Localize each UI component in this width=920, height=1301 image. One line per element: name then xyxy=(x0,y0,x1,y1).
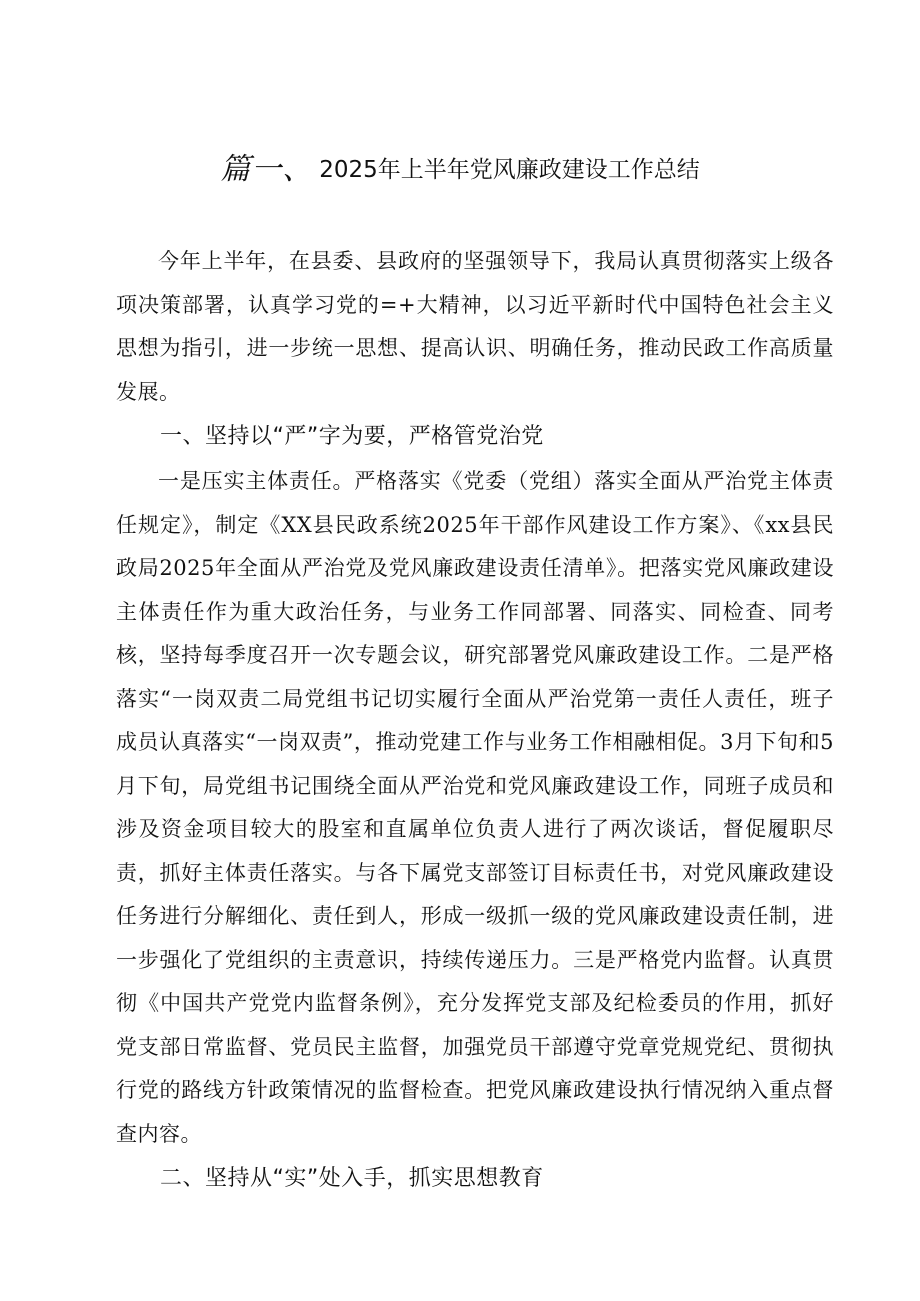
title-text: 2025年上半年党风廉政建设工作总结 xyxy=(319,157,700,183)
document-body xyxy=(116,240,834,1202)
section-heading-1: 一、坚持以“严”字为要，严格管党治党 xyxy=(160,424,544,449)
document-title xyxy=(0,150,920,190)
section-heading-2: 二、坚持从“实”处入手，抓实思想教育 xyxy=(160,1166,544,1191)
title-prefix: 篇一、 xyxy=(220,152,314,187)
intro-paragraph: 今年上半年，在县委、县政府的坚强领导下，我局认真贯彻落实上级各项决策部署，认真学习党的=+大精神，以习近平新时代中国特色社会主义思想为指引，进一步统一思想、提高认识、明确任务，推动民政工作高质量发展。 xyxy=(116,249,834,404)
section-1-paragraph: 一是压实主体责任。严格落实《党委（党组）落实全面从严治党主体责任规定》，制定《XX县民政系统2025年干部作风建设工作方案》、《xx县民政局2025年全面从严治党及党风廉政建设责任清单》。把落实党风廉政建设主体责任作为重大政治任务，与业务工作同部署、同落实、同检查、同考核，坚持每季度召开一次专题会议，研究部署党风廉政建设工作。二是严格落实“一岗双责二局党组书记切实履行全面从严治党第一责任人责任，班子成员认真落实“一岗双责”，推动党建工作与业务工作相融相促。3月下旬和5月下旬，局党组书记围绕全面从严治党和党风廉政建设工作，同班子成员和涉及资金项目较大的股室和直属单位负责人进行了两次谈话，督促履职尽责，抓好主体责任落实。与各下属党支部签订目标责任书，对党风廉政建设任务进行分解细化、责任到人，形成一级抓一级的党风廉政建设责任制，进一步强化了党组织的主责意识，持续传递压力。三是严格党内监督。认真贯彻《中国共产党党内监督条例》，充分发挥党支部及纪检委员的作用，抓好党支部日常监督、党员民主监督，加强党员干部遵守党章党规党纪、贯彻执行党的路线方针政策情况的监督检查。把党风廉政建设执行情况纳入重点督查内容。 xyxy=(116,469,834,1146)
